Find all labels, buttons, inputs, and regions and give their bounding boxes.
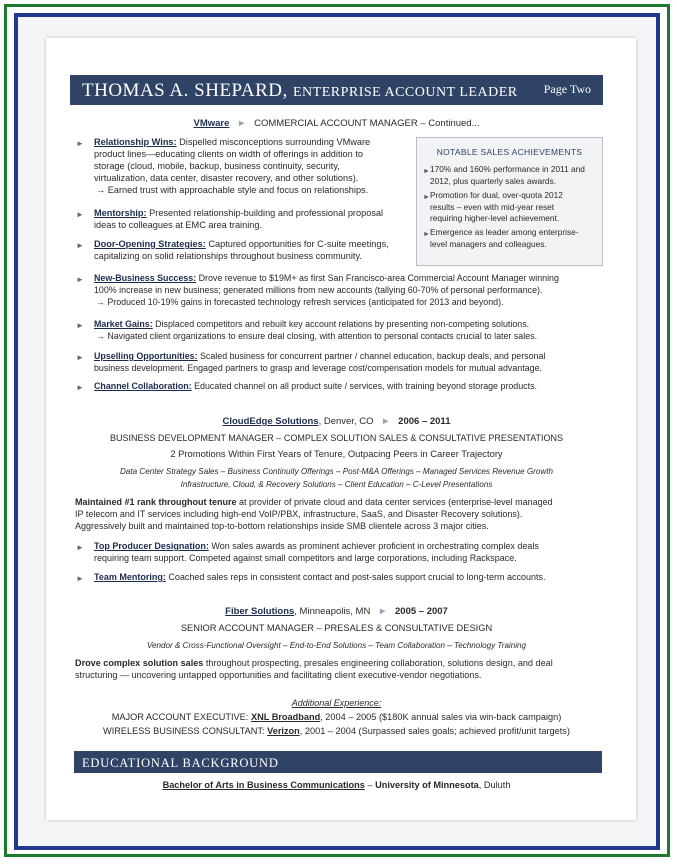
additional-experience-heading: Additional Experience: — [291, 698, 382, 708]
door-opening-strategies: Door-Opening Strategies: Captured opportunities for C-suite meetings, capitalizing on solid relationships throughout business community. — [94, 239, 389, 261]
cloudedge-title: BUSINESS DEVELOPMENT MANAGER – COMPLEX SOLUTION SALES & CONSULTATIVE PRESENTATIONS — [109, 433, 564, 443]
mentorship: Mentorship: Presented relationship-building and professional proposal ideas to colleagues at EMC area training. — [94, 208, 384, 230]
team-mentoring: Team Mentoring: Coached sales reps in consistent contact and post-sales support crucial to long-term accounts. — [94, 572, 546, 582]
bullet-arrow-icon: ► — [423, 168, 430, 175]
candidate-role: ENTERPRISE ACCOUNT LEADER — [293, 85, 518, 100]
additional-experience-1: MAJOR ACCOUNT EXECUTIVE: XNL Broadband, 2004 – 2005 ($180K annual sales via win-back campaign) — [111, 712, 562, 722]
fiber-company: Fiber Solutions — [225, 606, 295, 617]
bullet-arrow-icon: ► — [423, 231, 430, 238]
notable-achievements-box — [416, 137, 603, 266]
separator-arrow-icon: ► — [237, 118, 247, 129]
bullet-arrow-icon: ► — [423, 194, 430, 201]
notable-title: NOTABLE SALES ACHIEVEMENTS — [436, 147, 583, 157]
vmware-company: VMware — [193, 118, 230, 129]
bullet-arrow-icon: ► — [76, 574, 84, 583]
cloudedge-skills-1: Data Center Strategy Sales – Business Continuity Offerings – Post-M&A Offerings – Managed Services Revenue Growth — [120, 467, 553, 476]
cloudedge-skills-2: Infrastructure, Cloud, & Recovery Solutions – Client Education – C-Level Presentations — [180, 480, 493, 489]
bullet-arrow-icon: ► — [76, 139, 84, 148]
vmware-title: COMMERCIAL ACCOUNT MANAGER – Continued... — [254, 118, 480, 129]
bullet-arrow-icon: ► — [76, 353, 84, 362]
separator-arrow-icon: ► — [381, 416, 391, 427]
education-heading: EDUCATIONAL BACKGROUND — [82, 756, 279, 770]
top-producer-designation: Top Producer Designation: Won sales awards as prominent achiever proficient in orchestrating complex deals requiring team support. Competed against small competitors and large corporations, including Rackspace. — [94, 541, 539, 563]
vmware-job-heading — [70, 118, 603, 129]
bullet-arrow-icon: ► — [76, 383, 84, 392]
new-business-success: New-Business Success: Drove revenue to $19M+ as first San Francisco-area Commercial Account Manager winning 100% increase in new business; generated millions from new accounts (tallying 60-70% of personal performance). → Produced 10-19% gains in forecasted technology refresh services (anticipated for 2013 and beyond). — [94, 273, 559, 307]
cloudedge-summary: Maintained #1 rank throughout tenure at provider of private cloud and data center services (enterprise-level managed IP telecom and IT services including high-end VoIP/PBX, infrastructure, SaaS, and Disaster Recovery solutions). Aggressively built and maintained top-to-bottom relationships inside SMB clientele across 3 major cities. — [75, 497, 553, 531]
notable-item: Emergence as leader among enterprise- level managers and colleagues. — [430, 227, 579, 249]
fiber-title: SENIOR ACCOUNT MANAGER – PRESALES & CONSULTATIVE DESIGN — [180, 623, 493, 633]
fiber-summary: Drove complex solution sales throughout prospecting, presales engineering collaboration, solutions design, and deal structuring — uncovering untapped opportunities and facilitating client executive-vendor negotiations. — [75, 658, 553, 680]
notable-item: Promotion for dual, over-quota 2012 results – even with mid-year reset requiring higher-level achievement. — [430, 190, 563, 223]
market-gains: Market Gains: Displaced competitors and rebuilt key account relations by presenting non-competing solutions. → Navigated client organizations to ensure deal closing, with attention to personal contacts crucial to later sales. — [94, 319, 538, 341]
separator-arrow-icon: ► — [377, 606, 388, 617]
bullet-arrow-icon: ► — [76, 241, 84, 250]
cloudedge-company: CloudEdge Solutions — [222, 416, 319, 427]
bullet-arrow-icon: ► — [76, 543, 84, 552]
name-banner — [70, 75, 603, 105]
education-entry: Bachelor of Arts in Business Communications – University of Minnesota, Duluth — [162, 780, 511, 790]
channel-collaboration: Channel Collaboration: Educated channel on all product suite / services, with training beyond storage products. — [94, 381, 537, 391]
cloudedge-promotions: 2 Promotions Within First Years of Tenure, Outpacing Peers in Career Trajectory — [170, 448, 503, 459]
upselling-opportunities: Upselling Opportunities: Scaled business for concurrent partner / channel education, backup deals, and personal business development. Engaged partners to grasp and leverage cost/compensation models for mutual advantage. — [94, 351, 546, 373]
page-number: Page Two — [543, 82, 591, 96]
fiber-skills: Vendor & Cross-Functional Oversight – End-to-End Solutions – Team Collaboration – Technology Training — [146, 641, 527, 650]
cloudedge-job-heading: CloudEdge Solutions, Denver, CO ► 2006 – 2011 — [222, 416, 451, 427]
bullet-arrow-icon: ► — [76, 210, 84, 219]
fiber-job-heading: Fiber Solutions, Minneapolis, MN ► 2005 – 2007 — [225, 606, 448, 617]
bullet-arrow-icon: ► — [76, 275, 84, 284]
candidate-name: THOMAS A. SHEPARD, — [82, 80, 288, 101]
education-banner — [74, 751, 602, 773]
additional-experience-2: WIRELESS BUSINESS CONSULTANT: Verizon, 2001 – 2004 (Surpassed sales goals; achieved profit/unit targets) — [103, 726, 570, 736]
bullet-arrow-icon: ► — [76, 321, 84, 330]
relationship-wins: Relationship Wins: Dispelled misconceptions surrounding VMware product lines—educating clients on width of offerings in addition to storage (cloud, mobile, backup, business continuity, security, virtualization, data center, disaster recovery, and other solutions). → Earned trust with approachable style and focus on relationships. — [94, 137, 371, 195]
notable-item: 170% and 160% performance in 2011 and 2012, plus quarterly sales awards. — [430, 164, 585, 186]
